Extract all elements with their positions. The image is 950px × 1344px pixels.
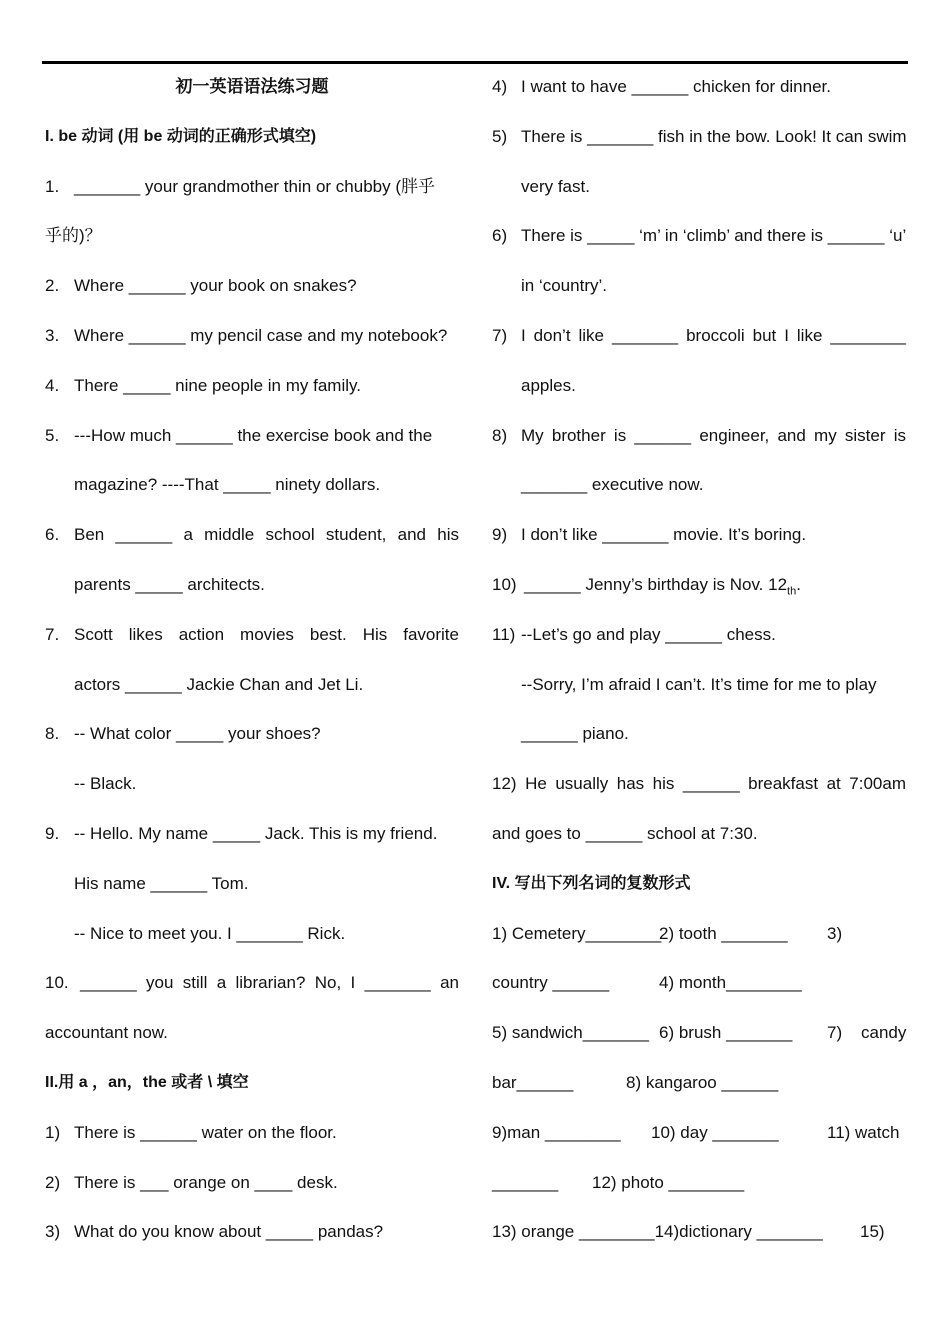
- question-8-cont: [45, 759, 459, 809]
- plural-item: 3): [827, 923, 843, 943]
- question-number: 9): [492, 525, 508, 545]
- question-text: I don’t like _______ movie. It’s boring.: [521, 525, 807, 545]
- right-column: [492, 62, 906, 1257]
- plural-item: 13) orange ________14)dictionary _______: [492, 1222, 823, 1242]
- question-text: I don’t like _______ broccoli but I like ________: [521, 325, 906, 345]
- plural-item: 4) month________: [659, 973, 802, 993]
- ordinal-suffix: th: [787, 585, 797, 598]
- question-text: and goes to ______ school at 7:30.: [492, 823, 758, 843]
- question-article-12-cont: [492, 809, 906, 859]
- page-title: 初一英语语法练习题: [175, 77, 329, 96]
- question-8: [45, 709, 459, 759]
- question-number: 7.: [45, 624, 60, 644]
- question-number: 4): [492, 77, 508, 96]
- question-10: [45, 958, 459, 1008]
- plural-item: _______: [492, 1172, 559, 1192]
- question-article-4: [492, 62, 906, 112]
- plural-item: bar______: [492, 1072, 574, 1092]
- question-number: 6): [492, 226, 508, 246]
- question-text: Where ______ your book on snakes?: [74, 276, 357, 296]
- question-4: [45, 361, 459, 411]
- question-5: [45, 411, 459, 461]
- question-number: 1.: [45, 176, 60, 196]
- question-text: ______ piano.: [521, 724, 629, 744]
- question-number: 9.: [45, 823, 60, 843]
- question-text: [492, 759, 906, 809]
- question-7-cont: [45, 660, 459, 710]
- question-text: ---How much ______ the exercise book and the: [74, 425, 433, 445]
- plural-item: 7) candy: [827, 1023, 907, 1043]
- question-article-5-cont: [492, 162, 906, 212]
- question-9-cont: [45, 859, 459, 909]
- plural-item: 9)man ________: [492, 1122, 621, 1142]
- question-number: 7): [492, 325, 508, 345]
- question-2: [45, 261, 459, 311]
- question-article-11: [492, 610, 906, 660]
- question-text: very fast.: [521, 176, 590, 196]
- question-number: 11): [492, 624, 516, 644]
- plural-item: 15): [860, 1222, 885, 1242]
- question-text: _______ executive now.: [521, 475, 704, 495]
- question-text-tail: .: [796, 574, 801, 594]
- question-text: actors ______ Jackie Chan and Jet Li.: [74, 674, 364, 694]
- question-6: [45, 510, 459, 560]
- plural-row-5: [492, 1108, 906, 1158]
- question-text: Where ______ my pencil case and my notebook?: [74, 325, 448, 345]
- plural-item: 6) brush _______: [659, 1023, 793, 1043]
- plural-item: 1) Cemetery________: [492, 923, 662, 943]
- question-article-6-cont: [492, 261, 906, 311]
- question-text: -- What color _____ your shoes?: [74, 724, 321, 744]
- question-text: There is ___ orange on ____ desk.: [74, 1172, 338, 1192]
- question-text: in ‘country’.: [521, 276, 607, 296]
- question-text: There is _____ ‘m’ in ‘climb’ and there is ______ ‘u’: [521, 226, 907, 246]
- plural-item: country ______: [492, 973, 610, 993]
- question-text-main: He usually has his ______ breakfast at 7:00am: [525, 774, 906, 794]
- question-number: 5): [492, 126, 508, 146]
- question-text: There _____ nine people in my family.: [74, 375, 361, 395]
- question-article-8-cont: [492, 460, 906, 510]
- question-number: 3.: [45, 325, 60, 345]
- question-article-5: [492, 112, 906, 162]
- question-text: ______ you still a librarian? No, I _______ an: [80, 973, 459, 993]
- plural-row-6: [492, 1158, 906, 1208]
- plural-item: 2) tooth _______: [659, 923, 788, 943]
- plural-item: 11) watch: [827, 1122, 900, 1142]
- question-10-cont: [45, 1008, 459, 1058]
- question-article-7: [492, 311, 906, 361]
- question-text: parents _____ architects.: [74, 574, 265, 594]
- question-article-6: [492, 211, 906, 261]
- question-text: My brother is ______ engineer, and my sister is: [521, 425, 906, 445]
- question-article-2: [45, 1158, 459, 1208]
- question-number: 4.: [45, 375, 60, 395]
- question-article-12: [492, 759, 906, 809]
- question-text: magazine? ----That _____ ninety dollars.: [74, 475, 381, 495]
- plural-row-1: [492, 909, 906, 959]
- question-article-7-cont: [492, 361, 906, 411]
- question-text: 乎的)？: [45, 226, 102, 246]
- question-text: His name ______ Tom.: [74, 873, 249, 893]
- question-number: 6.: [45, 525, 60, 545]
- question-article-10: [492, 560, 906, 610]
- question-5-cont: [45, 460, 459, 510]
- question-6-cont: [45, 560, 459, 610]
- question-article-1: [45, 1108, 459, 1158]
- question-number: 8): [492, 425, 508, 445]
- question-text: What do you know about _____ pandas?: [74, 1222, 384, 1242]
- question-text: I want to have ______ chicken for dinner.: [521, 77, 831, 96]
- question-article-8: [492, 411, 906, 461]
- question-number: 10.: [45, 973, 69, 993]
- plural-row-7: [492, 1207, 906, 1257]
- section-2-heading: II.用 a ，an，the 或者 \ 填空: [45, 1073, 249, 1091]
- question-9-cont-2: [45, 909, 459, 959]
- plural-item: 5) sandwich_______: [492, 1023, 649, 1043]
- question-article-9: [492, 510, 906, 560]
- question-number: 2.: [45, 276, 60, 296]
- question-number: 5.: [45, 425, 60, 445]
- question-text: -- Black.: [74, 774, 137, 794]
- plural-item: 10) day _______: [651, 1122, 779, 1142]
- question-text: -- Hello. My name _____ Jack. This is my friend.: [74, 823, 438, 843]
- question-number: 10): [492, 574, 517, 594]
- question-text: apples.: [521, 375, 576, 395]
- question-article-11-cont: [492, 660, 906, 710]
- question-number: 3): [45, 1222, 61, 1242]
- plural-row-3: [492, 1008, 906, 1058]
- question-text: -- Nice to meet you. I _______ Rick.: [74, 923, 346, 943]
- question-text-main: ______ Jenny’s birthday is Nov. 12: [524, 574, 788, 594]
- plural-item: 12) photo ________: [592, 1172, 745, 1192]
- question-text: There is _______ fish in the bow. Look! It can swim: [521, 126, 907, 146]
- section-4-heading: IV. 写出下列名词的复数形式: [492, 874, 691, 892]
- question-number: 8.: [45, 724, 60, 744]
- question-text: --Let’s go and play ______ chess.: [521, 624, 776, 644]
- question-text: [524, 560, 801, 617]
- question-text: Scott likes action movies best. His favorite: [74, 624, 459, 644]
- question-1-cont: [45, 211, 459, 261]
- question-3: [45, 311, 459, 361]
- question-article-11-cont-2: [492, 709, 906, 759]
- plural-item: 8) kangaroo ______: [626, 1072, 779, 1092]
- question-text: --Sorry, I’m afraid I can’t. It’s time for me to play: [521, 674, 877, 694]
- question-1: [45, 162, 459, 212]
- question-number: 12): [492, 774, 517, 794]
- question-text: There is ______ water on the floor.: [74, 1122, 337, 1142]
- question-article-3: [45, 1207, 459, 1257]
- plural-row-2: [492, 958, 906, 1008]
- question-text: Ben ______ a middle school student, and his: [74, 525, 459, 545]
- question-9: [45, 809, 459, 859]
- plural-row-4: [492, 1058, 906, 1108]
- section-1-heading: I. be 动词 (用 be 动词的正确形式填空): [45, 127, 317, 145]
- question-text: _______ your grandmother thin or chubby (胖乎: [74, 176, 435, 196]
- question-number: 1): [45, 1122, 61, 1142]
- question-7: [45, 610, 459, 660]
- left-column: [45, 62, 459, 1257]
- question-text: accountant now.: [45, 1023, 168, 1043]
- question-number: 2): [45, 1172, 61, 1192]
